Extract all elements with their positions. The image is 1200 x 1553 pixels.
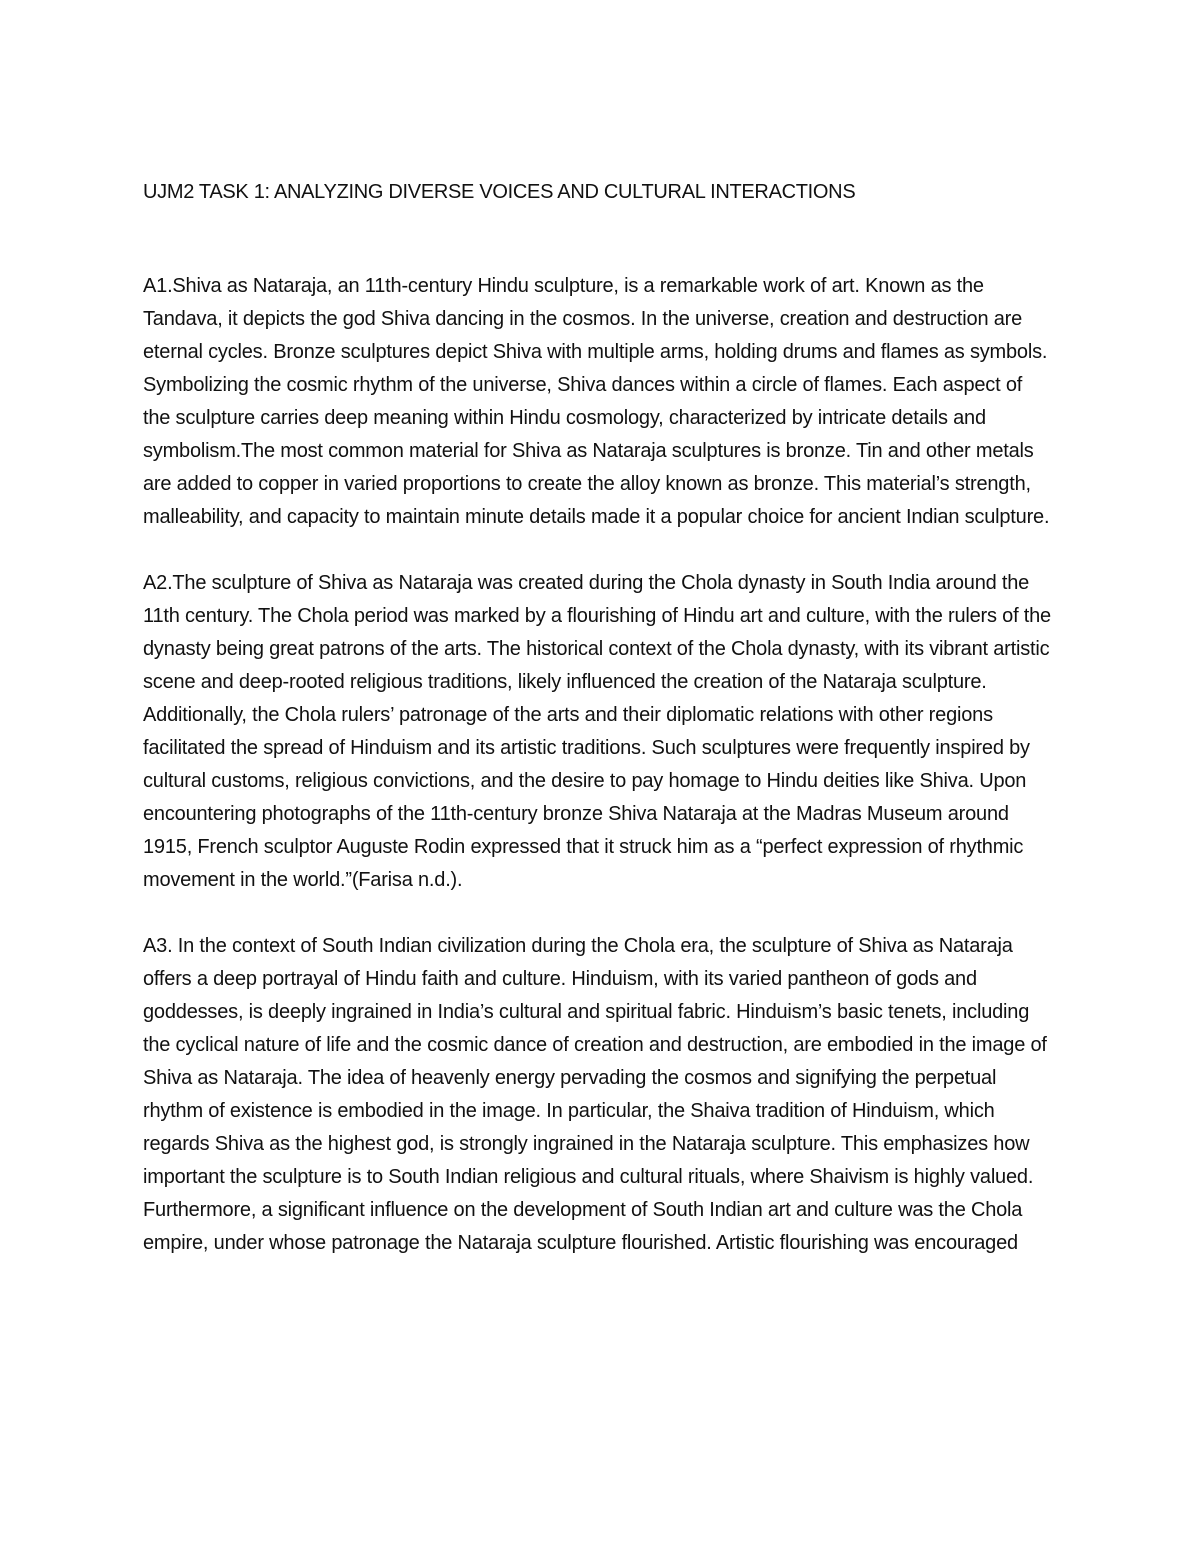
paragraph-a3: A3. In the context of South Indian civilization during the Chola era, the sculpture of Shiva as Nataraja offers a deep portrayal of Hindu faith and culture. Hinduism, with its varied pantheon of gods and goddesses, is deeply ingrained in India’s cultural and spiritual fabric. Hinduism’s basic tenets, including the cyclical nature of life and the cosmic dance of creation and destruction, are embodied in the image of Shiva as Nataraja. The idea of heavenly energy pervading the cosmos and signifying the perpetual rhythm of existence is embodied in the image. In particular, the Shaiva tradition of Hinduism, which regards Shiva as the highest god, is strongly ingrained in the Nataraja sculpture. This emphasizes how important the sculpture is to South Indian religious and cultural rituals, where Shaivism is highly valued. Furthermore, a significant influence on the development of South Indian art and culture was the Chola empire, under whose patronage the Nataraja sculpture flourished. Artistic flourishing was encouraged: [143, 935, 1047, 1254]
paragraph-a1: A1.Shiva as Nataraja, an 11th-century Hindu sculpture, is a remarkable work of art. Known as the Tandava, it depicts the god Shiva dancing in the cosmos. In the universe, creation and destruction are eternal cycles. Bronze sculptures depict Shiva with multiple arms, holding drums and flames as symbols. Symbolizing the cosmic rhythm of the universe, Shiva dances within a circle of flames. Each aspect of the sculpture carries deep meaning within Hindu cosmology, characterized by intricate details and symbolism.The most common material for Shiva as Nataraja sculptures is bronze. Tin and other metals are added to copper in varied proportions to create the alloy known as bronze. This material’s strength, malleability, and capacity to maintain minute details made it a popular choice for ancient Indian sculpture.: [143, 275, 1050, 528]
document-body: [143, 176, 1053, 1260]
document-title: UJM2 TASK 1: ANALYZING DIVERSE VOICES AND CULTURAL INTERACTIONS: [143, 181, 856, 203]
paragraph-a2: A2.The sculpture of Shiva as Nataraja was created during the Chola dynasty in South India around the 11th century. The Chola period was marked by a flourishing of Hindu art and culture, with the rulers of the dynasty being great patrons of the arts. The historical context of the Chola dynasty, with its vibrant artistic scene and deep-rooted religious traditions, likely influenced the creation of the Nataraja sculpture. Additionally, the Chola rulers’ patronage of the arts and their diplomatic relations with other regions facilitated the spread of Hinduism and its artistic traditions. Such sculptures were frequently inspired by cultural customs, religious convictions, and the desire to pay homage to Hindu deities like Shiva. Upon encountering photographs of the 11th-century bronze Shiva Nataraja at the Madras Museum around 1915, French sculptor Auguste Rodin expressed that it struck him as a “perfect expression of rhythmic movement in the world.”(Farisa n.d.).: [143, 572, 1051, 891]
